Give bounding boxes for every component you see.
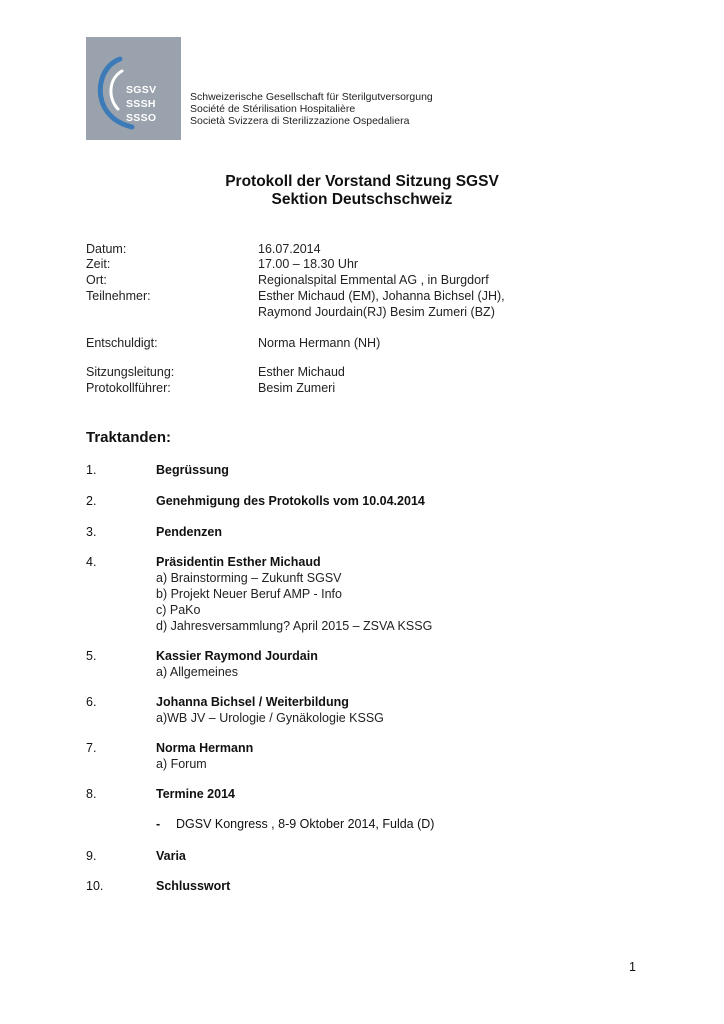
agenda-number: 2. — [86, 494, 97, 508]
bullet-dash: - — [156, 817, 161, 831]
agenda-title: Schlusswort — [156, 879, 231, 893]
meta-value: 17.00 – 18.30 Uhr — [258, 257, 359, 271]
agenda-subitem: a) Allgemeines — [156, 665, 238, 679]
document-title: Protokoll der Vorstand Sitzung SGSV — [225, 173, 499, 190]
agenda-title: Johanna Bichsel / Weiterbildung — [156, 695, 349, 709]
meta-value: Norma Hermann (NH) — [258, 336, 381, 350]
logo-line-sssh: SSSH — [126, 98, 156, 110]
agenda-number: 8. — [86, 787, 97, 801]
agenda-title: Kassier Raymond Jourdain — [156, 649, 318, 663]
meta-label: Teilnehmer: — [86, 289, 151, 303]
page-number: 1 — [629, 960, 636, 974]
logo-line-ssso: SSSO — [126, 112, 157, 124]
agenda-title: Termine 2014 — [156, 787, 235, 801]
agenda-number: 6. — [86, 695, 97, 709]
organization-names — [190, 91, 433, 127]
agenda-number: 4. — [86, 555, 97, 569]
agenda-number: 3. — [86, 525, 97, 539]
document-subtitle: Sektion Deutschschweiz — [271, 191, 453, 208]
meta-value: Esther Michaud — [258, 365, 345, 379]
agenda-subitem: a) Forum — [156, 757, 207, 771]
agenda-title: Begrüssung — [156, 463, 229, 477]
agenda-subitem: a) Brainstorming – Zukunft SGSV — [156, 571, 342, 585]
agenda-number: 9. — [86, 849, 97, 863]
agenda-heading: Traktanden: — [86, 429, 172, 446]
agenda-title: Präsidentin Esther Michaud — [156, 555, 321, 569]
agenda-number: 1. — [86, 463, 97, 477]
sgsv-logo — [86, 37, 181, 140]
agenda-title: Pendenzen — [156, 525, 222, 539]
termine-bullet-item — [156, 817, 434, 831]
meta-value: Esther Michaud (EM), Johanna Bichsel (JH), — [258, 289, 505, 303]
meta-label: Entschuldigt: — [86, 336, 158, 350]
meta-value: Raymond Jourdain(RJ) Besim Zumeri (BZ) — [258, 305, 495, 319]
meta-value: Besim Zumeri — [258, 381, 336, 395]
agenda-number: 5. — [86, 649, 97, 663]
agenda-subitem: a)WB JV – Urologie / Gynäkologie KSSG — [156, 711, 384, 725]
meta-label: Zeit: — [86, 257, 111, 271]
meta-label: Sitzungsleitung: — [86, 365, 175, 379]
agenda-number: 7. — [86, 741, 97, 755]
meta-label: Datum: — [86, 242, 127, 256]
agenda-title: Genehmigung des Protokolls vom 10.04.2014 — [156, 494, 425, 508]
org-name-it: Società Svizzera di Sterilizzazione Ospedaliera — [190, 115, 410, 127]
agenda-title: Norma Hermann — [156, 741, 254, 755]
meta-label: Ort: — [86, 273, 107, 287]
agenda-title: Varia — [156, 849, 186, 863]
meta-value: Regionalspital Emmental AG , in Burgdorf — [258, 273, 489, 287]
meta-value: 16.07.2014 — [258, 242, 321, 256]
bullet-text: DGSV Kongress , 8-9 Oktober 2014, Fulda (D) — [176, 817, 435, 831]
agenda-subitem: b) Projekt Neuer Beruf AMP - Info — [156, 587, 342, 601]
agenda-subitem: c) PaKo — [156, 603, 201, 617]
meta-label: Protokollführer: — [86, 381, 171, 395]
agenda-subitem: d) Jahresversammlung? April 2015 – ZSVA KSSG — [156, 619, 433, 633]
org-name-de: Schweizerische Gesellschaft für Sterilgutversorgung — [190, 91, 433, 103]
org-name-fr: Société de Stérilisation Hospitalière — [190, 103, 356, 115]
logo-line-sgsv: SGSV — [126, 84, 157, 96]
agenda-number: 10. — [86, 879, 104, 893]
